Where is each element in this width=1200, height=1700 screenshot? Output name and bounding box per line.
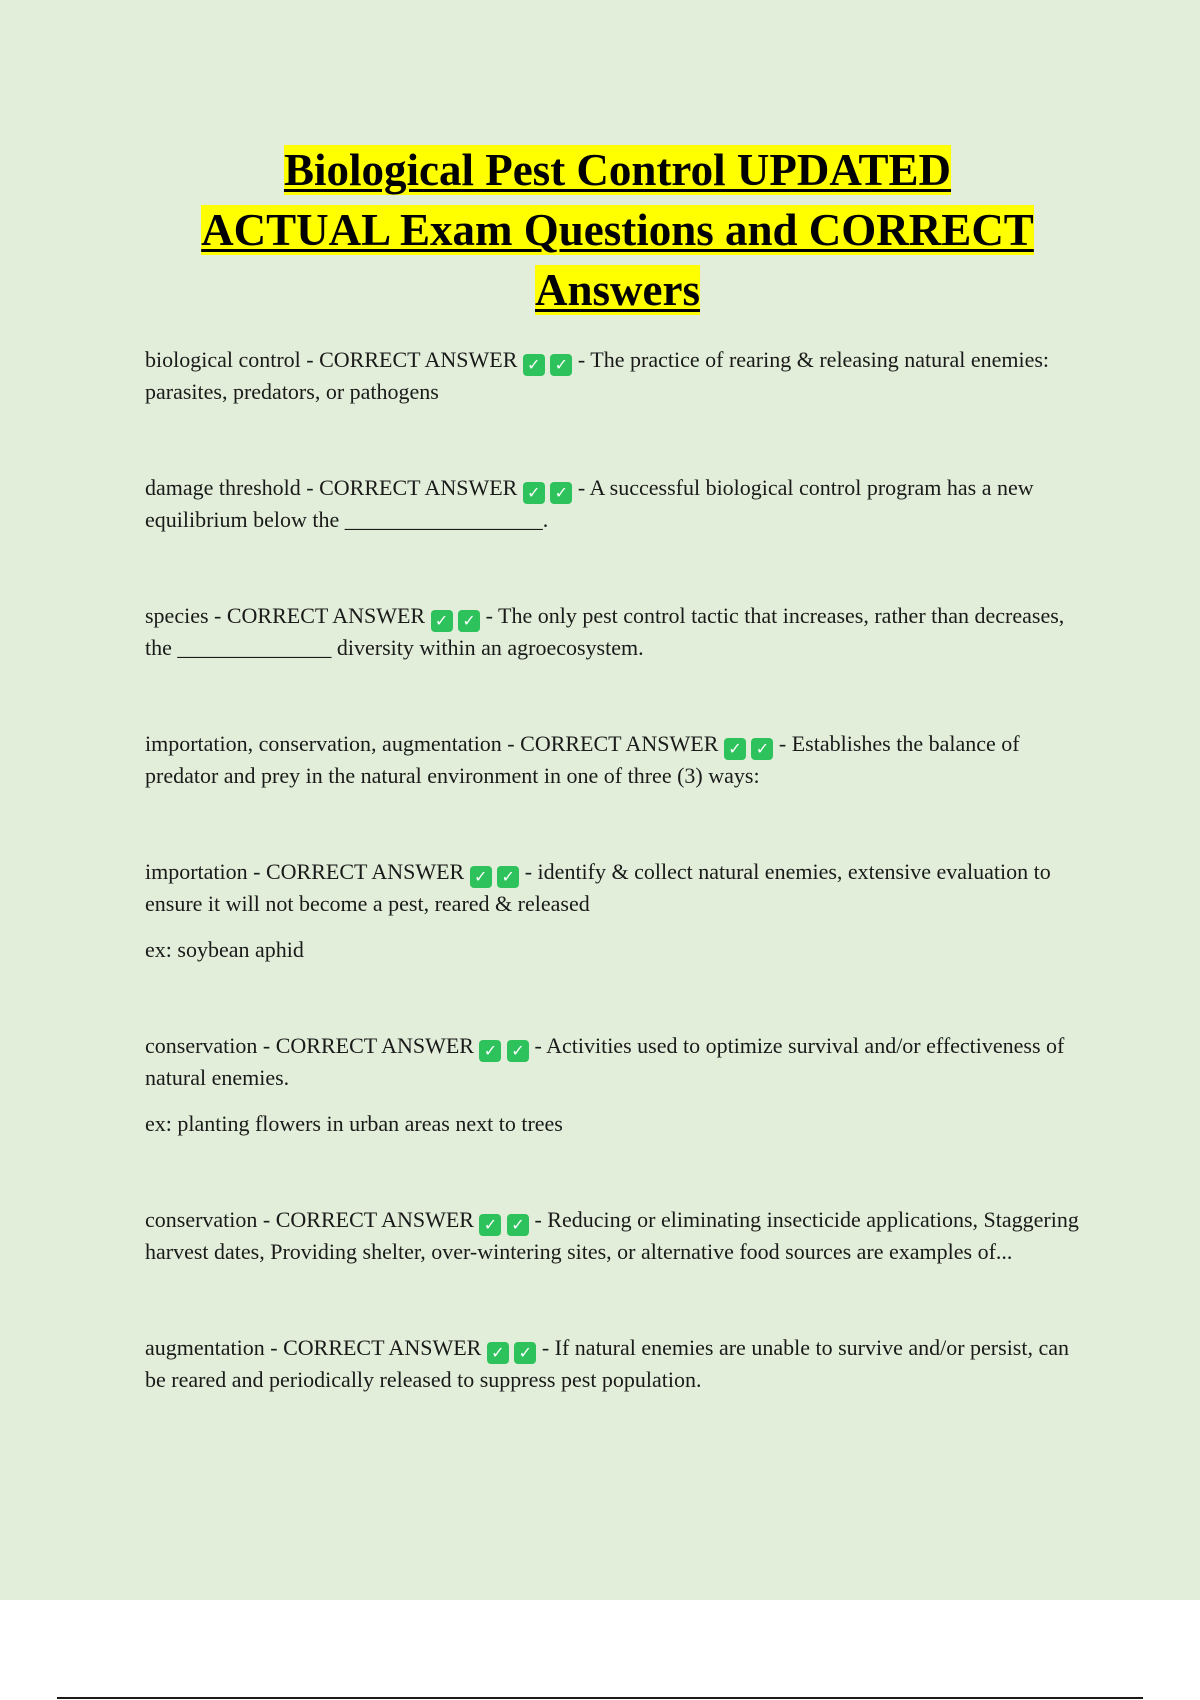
qa-entry [145, 728, 1090, 791]
check-icon: ✓ [724, 738, 746, 760]
answer-marker: CORRECT ANSWER [319, 475, 518, 500]
qa-term: species - [145, 603, 227, 628]
qa-question [145, 856, 1090, 919]
check-icon: ✓ [431, 610, 453, 632]
answer-marker: CORRECT ANSWER [319, 347, 518, 372]
qa-definition: - Activities used to optimize survival and/or effectiveness of natural enemies. [145, 1033, 1065, 1090]
qa-term: augmentation - [145, 1335, 284, 1360]
check-icon: ✓ [514, 1342, 536, 1364]
title-line-2: ACTUAL Exam Questions and CORRECT [201, 205, 1034, 255]
answer-marker: CORRECT ANSWER [265, 859, 465, 884]
qa-definition: - A successful biological control program has a new equilibrium below the __________________. [145, 475, 1034, 532]
title-line-3: Answers [535, 265, 700, 315]
qa-entry [145, 856, 1090, 965]
qa-example: ex: planting flowers in urban areas next to trees [145, 1111, 563, 1136]
title-line-1: Biological Pest Control UPDATED [283, 145, 952, 195]
qa-term: damage threshold - [145, 475, 320, 500]
answer-marker: CORRECT ANSWER [275, 1033, 474, 1058]
qa-entry [145, 344, 1090, 407]
qa-question [145, 1030, 1090, 1093]
check-icon: ✓ [751, 738, 773, 760]
footer-divider [57, 1697, 1143, 1699]
check-icon: ✓ [479, 1214, 501, 1236]
check-icon: ✓ [523, 354, 545, 376]
qa-list [145, 344, 1090, 1395]
check-icon: ✓ [507, 1040, 529, 1062]
qa-question [145, 728, 1090, 791]
check-icon: ✓ [523, 482, 545, 504]
qa-definition: - Establishes the balance of predator and prey in the natural environment in one of three (3) ways: [145, 731, 1020, 788]
qa-term: importation, conservation, augmentation - [145, 731, 521, 756]
qa-question [145, 472, 1090, 535]
qa-question [145, 344, 1090, 407]
qa-entry [145, 472, 1090, 535]
qa-definition: - Reducing or eliminating insecticide applications, Staggering harvest dates, Providing shelter, over-wintering sites, or alternative food sources are examples of... [145, 1207, 1079, 1264]
check-icon: ✓ [550, 482, 572, 504]
qa-entry [145, 1204, 1090, 1267]
qa-definition: - If natural enemies are unable to survive and/or persist, can be reared and periodically released to suppress pest population. [145, 1335, 1070, 1392]
check-icon: ✓ [497, 866, 519, 888]
qa-definition: - identify & collect natural enemies, extensive evaluation to ensure it will not become a pest, reared & released [145, 859, 1051, 916]
answer-marker: CORRECT ANSWER [520, 731, 719, 756]
qa-entry [145, 1030, 1090, 1139]
answer-marker: CORRECT ANSWER [283, 1335, 482, 1360]
answer-marker: CORRECT ANSWER [226, 603, 426, 628]
qa-question [145, 1204, 1090, 1267]
document-title [140, 140, 1095, 320]
qa-entry [145, 600, 1090, 663]
check-icon: ✓ [470, 866, 492, 888]
check-icon: ✓ [507, 1214, 529, 1236]
qa-question [145, 1332, 1090, 1395]
qa-question [145, 600, 1090, 663]
check-icon: ✓ [487, 1342, 509, 1364]
qa-entry [145, 1332, 1090, 1395]
qa-term: conservation - [145, 1207, 276, 1232]
qa-term: biological control - [145, 347, 320, 372]
check-icon: ✓ [458, 610, 480, 632]
answer-marker: CORRECT ANSWER [275, 1207, 474, 1232]
qa-example: ex: soybean aphid [145, 937, 304, 962]
qa-term: conservation - [145, 1033, 276, 1058]
check-icon: ✓ [479, 1040, 501, 1062]
qa-definition: - The only pest control tactic that increases, rather than decreases, the ______________ diversity within an agroecosystem. [145, 603, 1065, 660]
qa-term: importation - [145, 859, 266, 884]
check-icon: ✓ [550, 354, 572, 376]
qa-definition: - The practice of rearing & releasing natural enemies: parasites, predators, or pathogens [145, 347, 1050, 404]
